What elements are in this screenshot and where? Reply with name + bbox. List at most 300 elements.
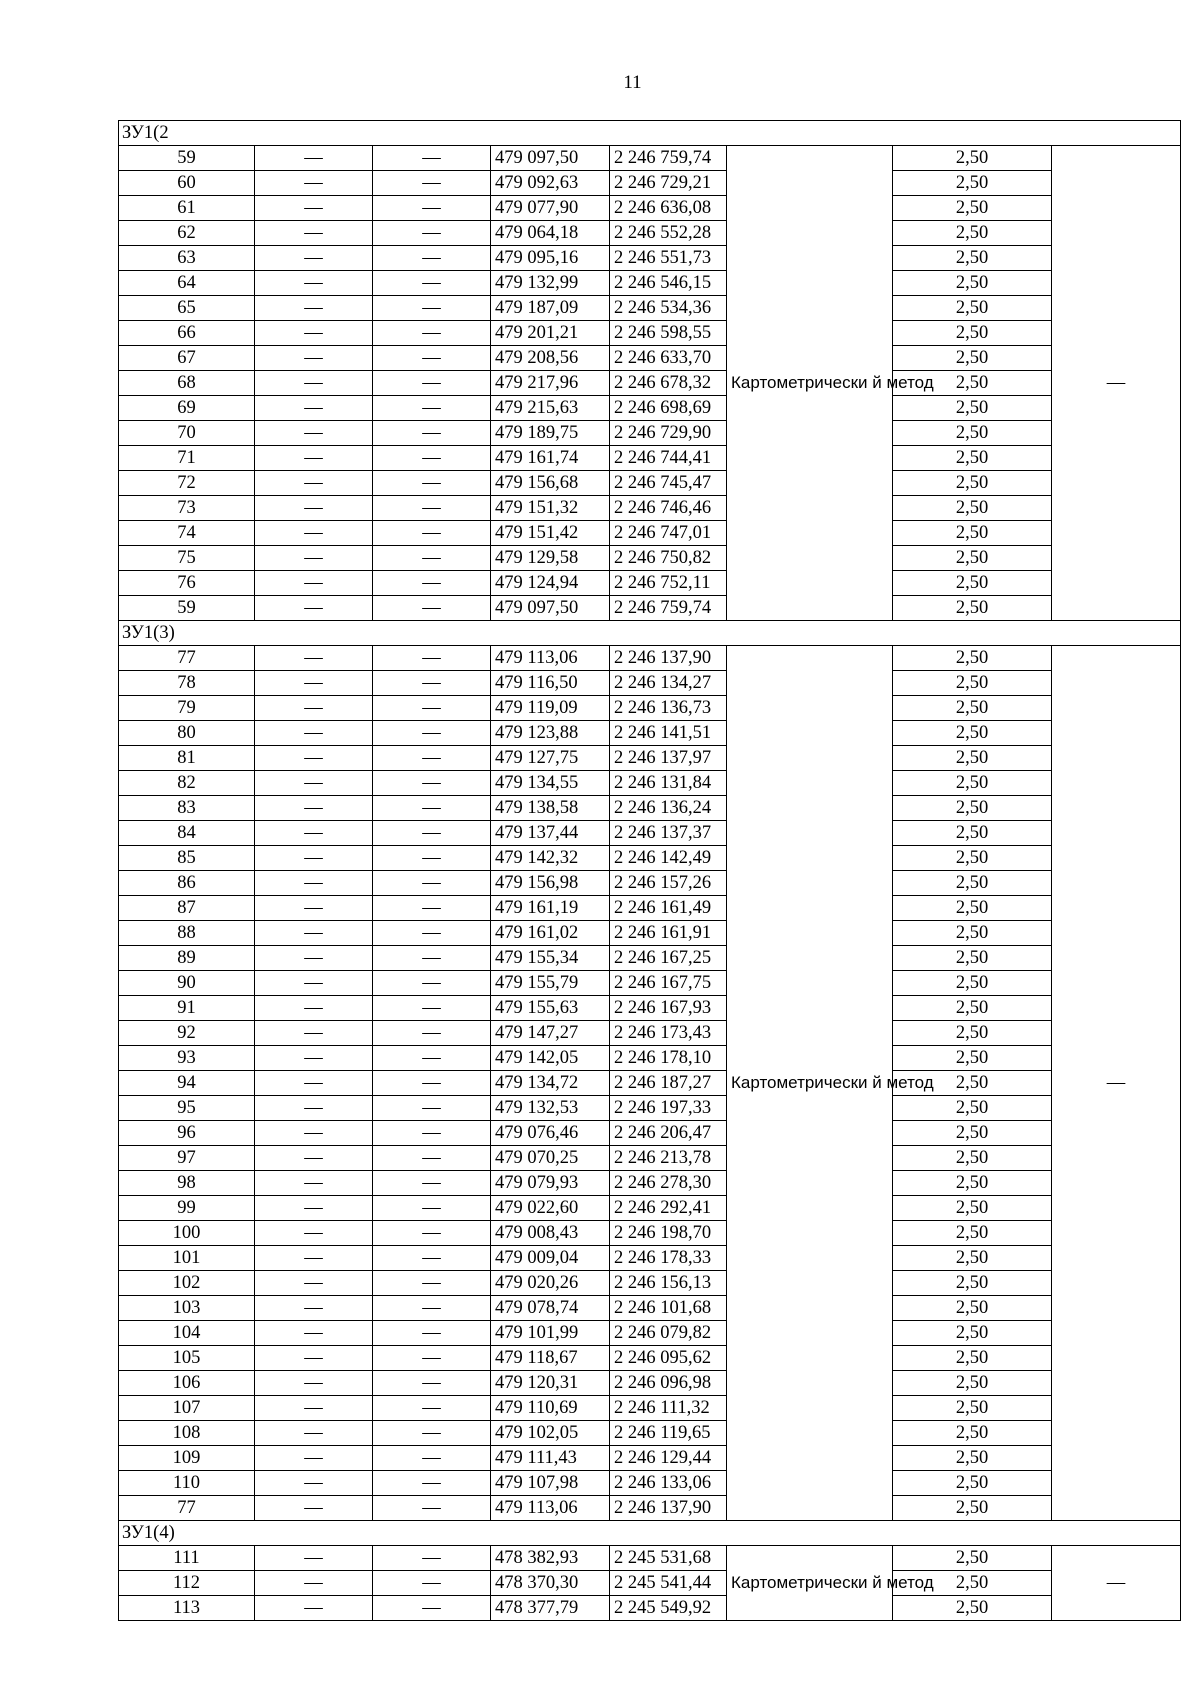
accuracy-value: 2,50 — [893, 896, 1052, 921]
coordinate-y: 2 246 198,70 — [610, 1221, 727, 1246]
old-y-cell: — — [373, 696, 491, 721]
section-name: ЗУ1(4) — [119, 1521, 1181, 1546]
old-x-cell: — — [255, 196, 373, 221]
old-x-cell: — — [255, 771, 373, 796]
section-name: ЗУ1(3) — [119, 621, 1181, 646]
point-number: 77 — [119, 1496, 255, 1521]
old-x-cell: — — [255, 1171, 373, 1196]
old-y-cell: — — [373, 596, 491, 621]
point-number: 74 — [119, 521, 255, 546]
point-number: 99 — [119, 1196, 255, 1221]
coordinate-x: 479 077,90 — [491, 196, 610, 221]
coordinate-y: 2 246 729,21 — [610, 171, 727, 196]
old-y-cell: — — [373, 921, 491, 946]
old-y-cell: — — [373, 371, 491, 396]
coordinate-y: 2 246 747,01 — [610, 521, 727, 546]
coordinate-y: 2 246 278,30 — [610, 1171, 727, 1196]
coordinate-y: 2 246 079,82 — [610, 1321, 727, 1346]
point-number: 101 — [119, 1246, 255, 1271]
table-row — [119, 996, 1181, 1021]
accuracy-value: 2,50 — [893, 1021, 1052, 1046]
point-number: 105 — [119, 1346, 255, 1371]
coordinate-x: 479 189,75 — [491, 421, 610, 446]
old-y-cell: — — [373, 171, 491, 196]
table-row — [119, 1271, 1181, 1296]
accuracy-value: 2,50 — [893, 1146, 1052, 1171]
point-number: 91 — [119, 996, 255, 1021]
old-y-cell: — — [373, 871, 491, 896]
table-row — [119, 346, 1181, 371]
accuracy-value: 2,50 — [893, 1396, 1052, 1421]
coordinate-y: 2 246 744,41 — [610, 446, 727, 471]
old-x-cell: — — [255, 671, 373, 696]
coordinate-x: 479 113,06 — [491, 1496, 610, 1521]
old-y-cell: — — [373, 471, 491, 496]
accuracy-value: 2,50 — [893, 671, 1052, 696]
old-y-cell: — — [373, 1371, 491, 1396]
accuracy-value: 2,50 — [893, 796, 1052, 821]
old-y-cell: — — [373, 846, 491, 871]
coordinate-x: 479 132,99 — [491, 271, 610, 296]
old-y-cell: — — [373, 796, 491, 821]
coordinate-x: 479 156,68 — [491, 471, 610, 496]
coordinate-x: 479 097,50 — [491, 596, 610, 621]
old-x-cell: — — [255, 1421, 373, 1446]
accuracy-value: 2,50 — [893, 1096, 1052, 1121]
coordinate-y: 2 246 759,74 — [610, 146, 727, 171]
old-y-cell: — — [373, 496, 491, 521]
coordinate-x: 479 102,05 — [491, 1421, 610, 1446]
old-x-cell: — — [255, 546, 373, 571]
accuracy-value: 2,50 — [893, 1246, 1052, 1271]
old-y-cell: — — [373, 896, 491, 921]
old-y-cell: — — [373, 296, 491, 321]
accuracy-value: 2,50 — [893, 496, 1052, 521]
old-x-cell: — — [255, 446, 373, 471]
coordinate-y: 2 246 161,49 — [610, 896, 727, 921]
point-number: 103 — [119, 1296, 255, 1321]
old-y-cell: — — [373, 671, 491, 696]
accuracy-value: 2,50 — [893, 346, 1052, 371]
coordinate-y: 2 246 137,90 — [610, 646, 727, 671]
old-y-cell: — — [373, 571, 491, 596]
coordinate-y: 2 246 137,37 — [610, 821, 727, 846]
point-number: 59 — [119, 596, 255, 621]
point-number: 64 — [119, 271, 255, 296]
old-x-cell: — — [255, 921, 373, 946]
coordinate-x: 479 187,09 — [491, 296, 610, 321]
accuracy-value: 2,50 — [893, 546, 1052, 571]
coordinate-y: 2 246 119,65 — [610, 1421, 727, 1446]
coordinate-y: 2 246 111,32 — [610, 1396, 727, 1421]
old-x-cell: — — [255, 646, 373, 671]
old-x-cell: — — [255, 596, 373, 621]
point-number: 76 — [119, 571, 255, 596]
point-number: 78 — [119, 671, 255, 696]
old-x-cell: — — [255, 746, 373, 771]
point-number: 97 — [119, 1146, 255, 1171]
accuracy-value: 2,50 — [893, 1371, 1052, 1396]
accuracy-value: 2,50 — [893, 1046, 1052, 1071]
accuracy-value: 2,50 — [893, 196, 1052, 221]
coordinate-x: 479 120,31 — [491, 1371, 610, 1396]
old-y-cell: — — [373, 1171, 491, 1196]
table-row — [119, 396, 1181, 421]
old-y-cell: — — [373, 1146, 491, 1171]
coordinate-y: 2 246 173,43 — [610, 1021, 727, 1046]
old-y-cell: — — [373, 1046, 491, 1071]
coordinate-y: 2 246 197,33 — [610, 1096, 727, 1121]
point-number: 75 — [119, 546, 255, 571]
coordinate-x: 479 208,56 — [491, 346, 610, 371]
old-y-cell: — — [373, 521, 491, 546]
old-y-cell: — — [373, 1196, 491, 1221]
table-row — [119, 746, 1181, 771]
point-number: 113 — [119, 1596, 255, 1621]
old-x-cell: — — [255, 371, 373, 396]
old-y-cell: — — [373, 1596, 491, 1621]
table-row — [119, 846, 1181, 871]
table-row — [119, 1446, 1181, 1471]
old-y-cell: — — [373, 546, 491, 571]
table-row — [119, 1021, 1181, 1046]
point-number: 63 — [119, 246, 255, 271]
coordinate-y: 2 246 141,51 — [610, 721, 727, 746]
point-number: 100 — [119, 1221, 255, 1246]
coordinate-y: 2 246 752,11 — [610, 571, 727, 596]
coordinate-y: 2 246 178,33 — [610, 1246, 727, 1271]
old-y-cell: — — [373, 346, 491, 371]
old-y-cell: — — [373, 1021, 491, 1046]
table-row — [119, 1471, 1181, 1496]
coordinate-x: 478 370,30 — [491, 1571, 610, 1596]
coordinate-y: 2 246 534,36 — [610, 296, 727, 321]
accuracy-value: 2,50 — [893, 871, 1052, 896]
coordinate-x: 479 138,58 — [491, 796, 610, 821]
coordinate-y: 2 246 292,41 — [610, 1196, 727, 1221]
coordinate-x: 479 008,43 — [491, 1221, 610, 1246]
old-y-cell: — — [373, 221, 491, 246]
coordinate-y: 2 246 746,46 — [610, 496, 727, 521]
coordinate-y: 2 246 551,73 — [610, 246, 727, 271]
coordinate-x: 479 076,46 — [491, 1121, 610, 1146]
old-y-cell: — — [373, 321, 491, 346]
coordinate-y: 2 245 541,44 — [610, 1571, 727, 1596]
old-x-cell: — — [255, 696, 373, 721]
coordinate-x: 479 009,04 — [491, 1246, 610, 1271]
point-number: 61 — [119, 196, 255, 221]
table-row — [119, 921, 1181, 946]
old-x-cell: — — [255, 246, 373, 271]
accuracy-value: 2,50 — [893, 821, 1052, 846]
old-y-cell: — — [373, 721, 491, 746]
table-row — [119, 171, 1181, 196]
old-y-cell: — — [373, 1446, 491, 1471]
coordinates-table — [118, 120, 1181, 1621]
point-number: 108 — [119, 1421, 255, 1446]
accuracy-value: 2,50 — [893, 1346, 1052, 1371]
coordinate-y: 2 246 633,70 — [610, 346, 727, 371]
coordinate-x: 479 110,69 — [491, 1396, 610, 1421]
coordinate-y: 2 246 136,73 — [610, 696, 727, 721]
point-number: 102 — [119, 1271, 255, 1296]
old-y-cell: — — [373, 646, 491, 671]
coordinate-x: 479 070,25 — [491, 1146, 610, 1171]
accuracy-value: 2,50 — [893, 696, 1052, 721]
old-y-cell: — — [373, 271, 491, 296]
coordinate-x: 479 116,50 — [491, 671, 610, 696]
table-row — [119, 1246, 1181, 1271]
coordinate-x: 479 155,63 — [491, 996, 610, 1021]
accuracy-value: 2,50 — [893, 271, 1052, 296]
table-row — [119, 1071, 1181, 1096]
accuracy-value: 2,50 — [893, 1596, 1052, 1621]
point-number: 89 — [119, 946, 255, 971]
table-row — [119, 796, 1181, 821]
old-x-cell: — — [255, 346, 373, 371]
coordinate-x: 479 134,55 — [491, 771, 610, 796]
point-number: 84 — [119, 821, 255, 846]
accuracy-value: 2,50 — [893, 1421, 1052, 1446]
coordinate-x: 479 079,93 — [491, 1171, 610, 1196]
table-row — [119, 196, 1181, 221]
accuracy-value: 2,50 — [893, 946, 1052, 971]
table-row — [119, 1421, 1181, 1446]
coordinate-x: 479 151,32 — [491, 496, 610, 521]
old-y-cell: — — [373, 1071, 491, 1096]
coordinate-y: 2 245 531,68 — [610, 1546, 727, 1571]
old-x-cell: — — [255, 1596, 373, 1621]
old-x-cell: — — [255, 721, 373, 746]
coordinate-x: 479 142,32 — [491, 846, 610, 871]
coordinate-y: 2 246 678,32 — [610, 371, 727, 396]
old-x-cell: — — [255, 1196, 373, 1221]
old-x-cell: — — [255, 1321, 373, 1346]
table-row — [119, 271, 1181, 296]
coordinate-y: 2 246 133,06 — [610, 1471, 727, 1496]
coordinate-x: 479 215,63 — [491, 396, 610, 421]
table-row — [119, 1096, 1181, 1121]
table-row — [119, 1171, 1181, 1196]
old-y-cell: — — [373, 1346, 491, 1371]
old-x-cell: — — [255, 571, 373, 596]
table-row — [119, 1296, 1181, 1321]
coordinate-y: 2 246 167,93 — [610, 996, 727, 1021]
old-x-cell: — — [255, 321, 373, 346]
point-number: 86 — [119, 871, 255, 896]
accuracy-value: 2,50 — [893, 446, 1052, 471]
old-x-cell: — — [255, 1021, 373, 1046]
old-x-cell: — — [255, 1246, 373, 1271]
old-y-cell: — — [373, 971, 491, 996]
accuracy-value: 2,50 — [893, 371, 1052, 396]
accuracy-value: 2,50 — [893, 1196, 1052, 1221]
table-row — [119, 546, 1181, 571]
old-y-cell: — — [373, 946, 491, 971]
coordinate-x: 479 147,27 — [491, 1021, 610, 1046]
old-x-cell: — — [255, 1546, 373, 1571]
old-y-cell: — — [373, 1421, 491, 1446]
point-number: 73 — [119, 496, 255, 521]
old-y-cell: — — [373, 771, 491, 796]
point-number: 90 — [119, 971, 255, 996]
coordinate-x: 479 092,63 — [491, 171, 610, 196]
old-y-cell: — — [373, 1271, 491, 1296]
coordinate-y: 2 246 156,13 — [610, 1271, 727, 1296]
table-row — [119, 1396, 1181, 1421]
old-x-cell: — — [255, 171, 373, 196]
note-cell: — — [1052, 646, 1181, 1521]
point-number: 81 — [119, 746, 255, 771]
point-number: 62 — [119, 221, 255, 246]
old-x-cell: — — [255, 1371, 373, 1396]
old-x-cell: — — [255, 1396, 373, 1421]
table-row — [119, 671, 1181, 696]
accuracy-value: 2,50 — [893, 996, 1052, 1021]
table-row — [119, 596, 1181, 621]
old-y-cell: — — [373, 396, 491, 421]
old-x-cell: — — [255, 496, 373, 521]
accuracy-value: 2,50 — [893, 296, 1052, 321]
coordinate-y: 2 246 167,25 — [610, 946, 727, 971]
determination-method: Картометрически й метод — [727, 146, 893, 621]
accuracy-value: 2,50 — [893, 321, 1052, 346]
coordinate-x: 479 123,88 — [491, 721, 610, 746]
point-number: 111 — [119, 1546, 255, 1571]
table-row — [119, 946, 1181, 971]
accuracy-value: 2,50 — [893, 971, 1052, 996]
accuracy-value: 2,50 — [893, 221, 1052, 246]
old-x-cell: — — [255, 796, 373, 821]
point-number: 104 — [119, 1321, 255, 1346]
coordinate-y: 2 246 636,08 — [610, 196, 727, 221]
coordinate-y: 2 246 750,82 — [610, 546, 727, 571]
point-number: 96 — [119, 1121, 255, 1146]
accuracy-value: 2,50 — [893, 1121, 1052, 1146]
point-number: 79 — [119, 696, 255, 721]
table-row — [119, 721, 1181, 746]
coordinate-y: 2 246 136,24 — [610, 796, 727, 821]
old-y-cell: — — [373, 821, 491, 846]
point-number: 112 — [119, 1571, 255, 1596]
coordinate-x: 479 217,96 — [491, 371, 610, 396]
old-y-cell: — — [373, 446, 491, 471]
coordinate-x: 479 156,98 — [491, 871, 610, 896]
accuracy-value: 2,50 — [893, 171, 1052, 196]
accuracy-value: 2,50 — [893, 471, 1052, 496]
point-number: 80 — [119, 721, 255, 746]
old-x-cell: — — [255, 1096, 373, 1121]
accuracy-value: 2,50 — [893, 1321, 1052, 1346]
coordinate-y: 2 246 095,62 — [610, 1346, 727, 1371]
point-number: 106 — [119, 1371, 255, 1396]
coordinate-y: 2 246 187,27 — [610, 1071, 727, 1096]
coordinate-y: 2 245 549,92 — [610, 1596, 727, 1621]
old-x-cell: — — [255, 896, 373, 921]
note-cell: — — [1052, 1546, 1181, 1621]
accuracy-value: 2,50 — [893, 1271, 1052, 1296]
note-cell: — — [1052, 146, 1181, 621]
accuracy-value: 2,50 — [893, 1496, 1052, 1521]
table-row — [119, 1221, 1181, 1246]
coordinate-y: 2 246 131,84 — [610, 771, 727, 796]
determination-method: Картометрически й метод — [727, 646, 893, 1521]
accuracy-value: 2,50 — [893, 1571, 1052, 1596]
accuracy-value: 2,50 — [893, 246, 1052, 271]
accuracy-value: 2,50 — [893, 1221, 1052, 1246]
table-row — [119, 871, 1181, 896]
point-number: 85 — [119, 846, 255, 871]
old-x-cell: — — [255, 1146, 373, 1171]
old-x-cell: — — [255, 296, 373, 321]
table-row — [119, 896, 1181, 921]
table-row — [119, 1346, 1181, 1371]
old-x-cell: — — [255, 1571, 373, 1596]
point-number: 93 — [119, 1046, 255, 1071]
old-x-cell: — — [255, 1296, 373, 1321]
table-row — [119, 1121, 1181, 1146]
table-row — [119, 471, 1181, 496]
coordinate-x: 479 161,02 — [491, 921, 610, 946]
point-number: 95 — [119, 1096, 255, 1121]
old-x-cell: — — [255, 1221, 373, 1246]
accuracy-value: 2,50 — [893, 1071, 1052, 1096]
old-x-cell: — — [255, 1046, 373, 1071]
coordinate-x: 479 095,16 — [491, 246, 610, 271]
coordinate-y: 2 246 167,75 — [610, 971, 727, 996]
coordinate-x: 479 137,44 — [491, 821, 610, 846]
coordinate-y: 2 246 598,55 — [610, 321, 727, 346]
old-y-cell: — — [373, 1496, 491, 1521]
coordinate-x: 479 129,58 — [491, 546, 610, 571]
point-number: 87 — [119, 896, 255, 921]
point-number: 83 — [119, 796, 255, 821]
coordinate-x: 478 382,93 — [491, 1546, 610, 1571]
table-row — [119, 1321, 1181, 1346]
table-row — [119, 696, 1181, 721]
old-x-cell: — — [255, 971, 373, 996]
old-x-cell: — — [255, 1071, 373, 1096]
old-y-cell: — — [373, 1096, 491, 1121]
accuracy-value: 2,50 — [893, 1296, 1052, 1321]
coordinate-x: 479 155,34 — [491, 946, 610, 971]
section-header-row — [119, 1521, 1181, 1546]
point-number: 69 — [119, 396, 255, 421]
table-row — [119, 1546, 1181, 1571]
point-number: 66 — [119, 321, 255, 346]
accuracy-value: 2,50 — [893, 396, 1052, 421]
coordinate-x: 479 161,19 — [491, 896, 610, 921]
table-row — [119, 771, 1181, 796]
coordinate-x: 479 155,79 — [491, 971, 610, 996]
table-row — [119, 1571, 1181, 1596]
coordinate-y: 2 246 698,69 — [610, 396, 727, 421]
coordinate-y: 2 246 101,68 — [610, 1296, 727, 1321]
coordinate-x: 479 113,06 — [491, 646, 610, 671]
old-x-cell: — — [255, 946, 373, 971]
coordinate-x: 479 201,21 — [491, 321, 610, 346]
coordinate-x: 479 142,05 — [491, 1046, 610, 1071]
old-x-cell: — — [255, 396, 373, 421]
point-number: 59 — [119, 146, 255, 171]
page-number: 11 — [623, 72, 642, 93]
old-x-cell: — — [255, 1121, 373, 1146]
table-row — [119, 821, 1181, 846]
accuracy-value: 2,50 — [893, 1446, 1052, 1471]
old-y-cell: — — [373, 1571, 491, 1596]
section-header-row — [119, 621, 1181, 646]
table-row — [119, 1146, 1181, 1171]
